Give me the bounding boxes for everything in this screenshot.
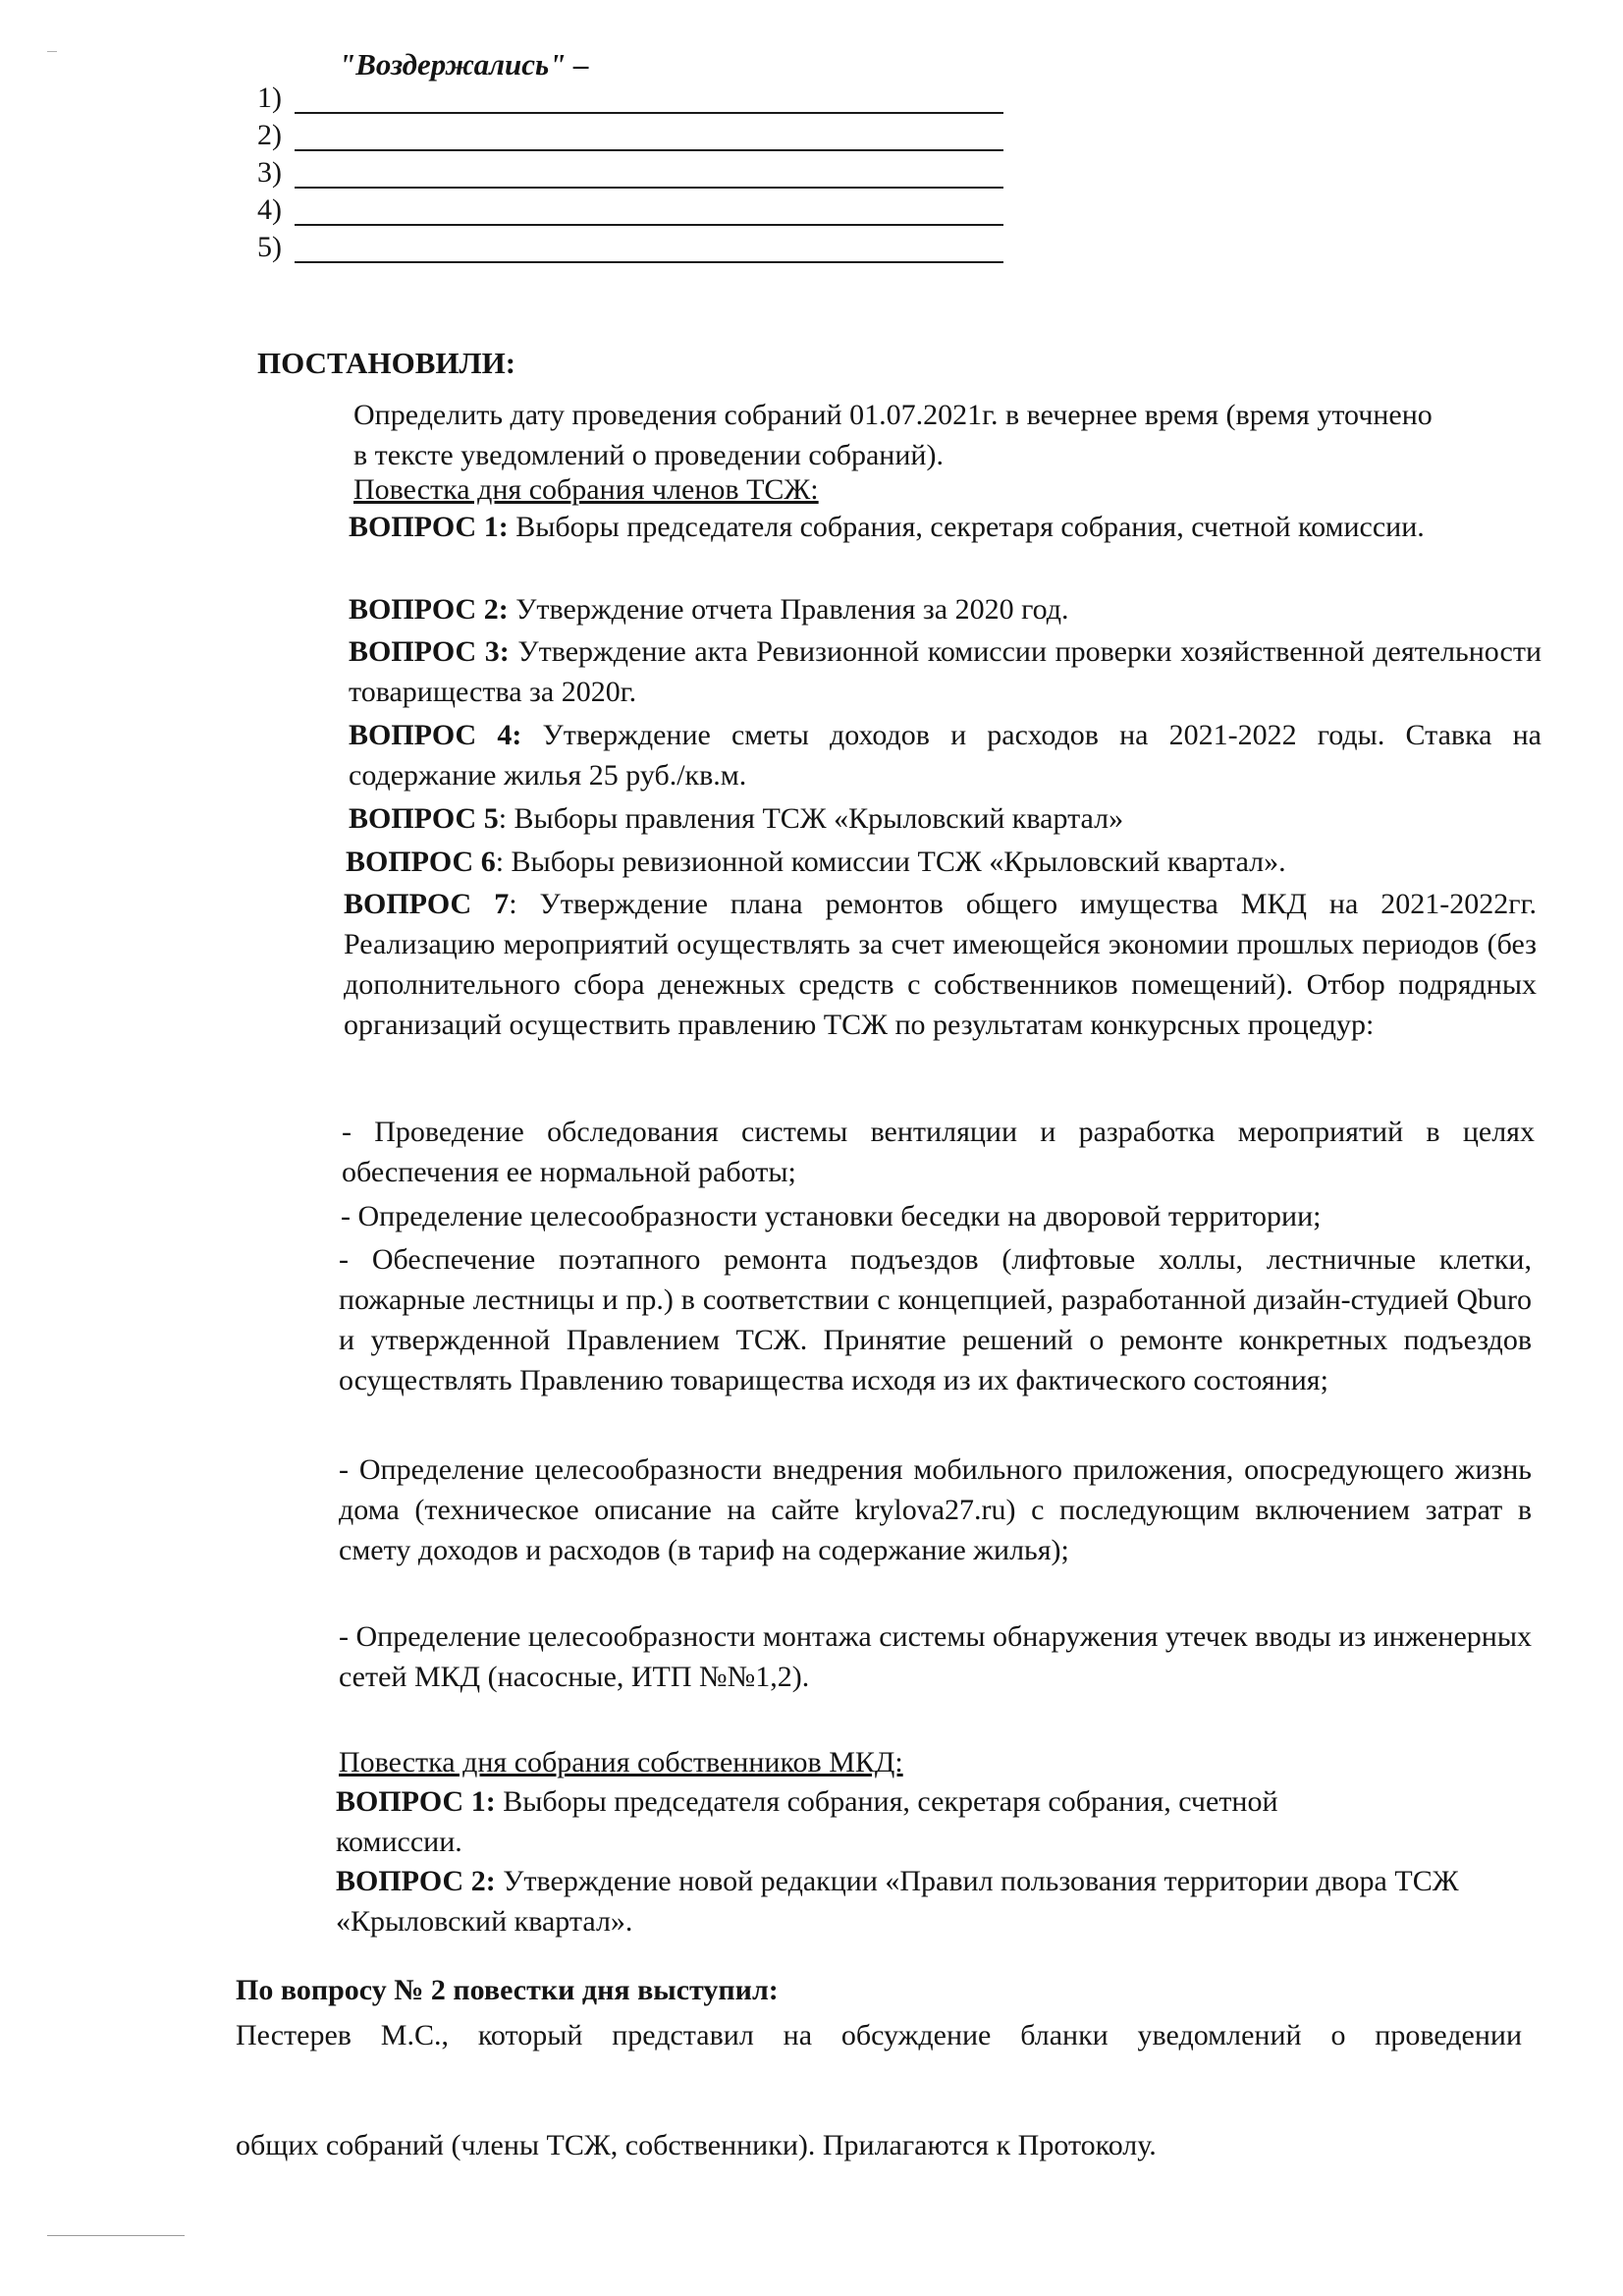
line-number: 1) [257, 82, 282, 114]
members-agenda-title: Повестка дня собрания членов ТСЖ: [353, 473, 819, 506]
measure-entrance-repair: - Обеспечение поэтапного ремонта подъездов (лифтовые холлы, лестничные клетки, пожарные лестницы и пр.) в соответствии с концепцией, разработанной дизайн-студией Qburo и утвержденной Правлением ТСЖ. Принятие решений о ремонте конкретных подъездов осуществлять Правлению товарищества исходя из их фактического состояния; [339, 1243, 1532, 1396]
question-text: Выборы председателя собрания, секретаря собрания, счетной комиссии. [508, 511, 1425, 543]
question-label: ВОПРОС 5 [349, 802, 499, 835]
abstained-line [257, 230, 1003, 265]
members-question-1 [349, 507, 1542, 547]
line-number: 5) [257, 231, 282, 263]
line-number: 2) [257, 119, 282, 151]
question-text: : Выборы правления ТСЖ «Крыловский квартал» [498, 802, 1124, 835]
measure-mobile-app: - Определение целесообразности внедрения мобильного приложения, опосредующего жизнь дома (техническое описание на сайте krylova27.ru) с последующим включением затрат в смету доходов и расходов (в тариф на содержание жилья); [339, 1453, 1532, 1566]
measure-leak-detection: - Определение целесообразности монтажа системы обнаружения утечек вводы из инженерных сетей МКД (насосные, ИТП №№1,2). [339, 1620, 1532, 1693]
line-number: 3) [257, 156, 282, 189]
owners-question-2 [336, 1861, 1539, 1941]
question-label: ВОПРОС 7 [344, 888, 510, 920]
question-text: Утверждение акта Ревизионной комиссии проверки хозяйственной деятельности товарищества за 2020г. [349, 635, 1542, 708]
scan-artifact-line [47, 2235, 185, 2236]
members-question-4 [349, 715, 1542, 795]
question-label: ВОПРОС 6 [346, 846, 496, 878]
question-label: ВОПРОС 1: [336, 1785, 496, 1818]
members-question-3 [349, 631, 1542, 712]
blank-rule [295, 112, 1003, 114]
line-number: 4) [257, 193, 282, 226]
question-text: : Утверждение плана ремонтов общего имущества МКД на 2021-2022гг. Реализацию мероприятий осуществлять за счет имеющейся экономии прошлых периодов (без дополнительного сбора денежных средств с собственников помещений). Отбор подрядных организаций осуществить правлению ТСЖ по результатам конкурсных процедур: [344, 888, 1537, 1041]
question-text: Выборы председателя собрания, секретаря собрания, счетной комиссии. [336, 1785, 1278, 1858]
abstained-title: "Воздержались" – [339, 47, 589, 82]
question-label: ВОПРОС 2: [336, 1865, 496, 1897]
abstained-line [257, 192, 1003, 228]
members-question-7 [344, 884, 1537, 1045]
question-label: ВОПРОС 1: [349, 511, 509, 543]
speech-heading: По вопросу № 2 повестки дня выступил: [236, 1974, 779, 2006]
measure-ventilation: - Проведение обследования системы вентиляции и разработка мероприятий в целях обеспечения ее нормальной работы; [342, 1116, 1535, 1188]
blank-rule [295, 187, 1003, 189]
owners-question-1 [336, 1781, 1396, 1862]
resolved-heading: ПОСТАНОВИЛИ: [257, 346, 516, 380]
question-text: Утверждение отчета Правления за 2020 год. [508, 593, 1069, 626]
question-label: ВОПРОС 3: [349, 635, 510, 668]
speech-text-line-1: Пестерев М.С., который представил на обсуждение бланки уведомлений о проведении [236, 2019, 1522, 2051]
blank-rule [295, 224, 1003, 226]
abstained-line [257, 81, 1003, 116]
question-label: ВОПРОС 2: [349, 593, 509, 626]
speech-text-line-2: общих собраний (члены ТСЖ, собственники). Прилагаются к Протоколу. [236, 2129, 1157, 2161]
scan-artifact-dot [47, 51, 57, 52]
owners-agenda-title: Повестка дня собрания собственников МКД: [339, 1746, 903, 1778]
meeting-date-text: Определить дату проведения собраний 01.07.2021г. в вечернее время (время уточнено в тексте уведомлений о проведении собраний). [353, 399, 1433, 471]
members-question-6 [346, 842, 1539, 882]
abstained-line [257, 155, 1003, 191]
members-question-5 [349, 798, 1542, 839]
question-text: : Выборы ревизионной комиссии ТСЖ «Крыловский квартал». [495, 846, 1286, 878]
abstained-line [257, 118, 1003, 153]
question-text: Утверждение новой редакции «Правил пользования территории двора ТСЖ «Крыловский квартал». [336, 1865, 1459, 1938]
measure-gazebo: - Определение целесообразности установки беседки на дворовой территории; [341, 1200, 1322, 1232]
blank-rule [295, 261, 1003, 263]
blank-rule [295, 149, 1003, 151]
members-question-2 [349, 589, 1542, 629]
question-label: ВОПРОС 4: [349, 719, 522, 751]
question-text: Утверждение сметы доходов и расходов на 2021-2022 годы. Ставка на содержание жилья 25 руб./кв.м. [349, 719, 1542, 792]
